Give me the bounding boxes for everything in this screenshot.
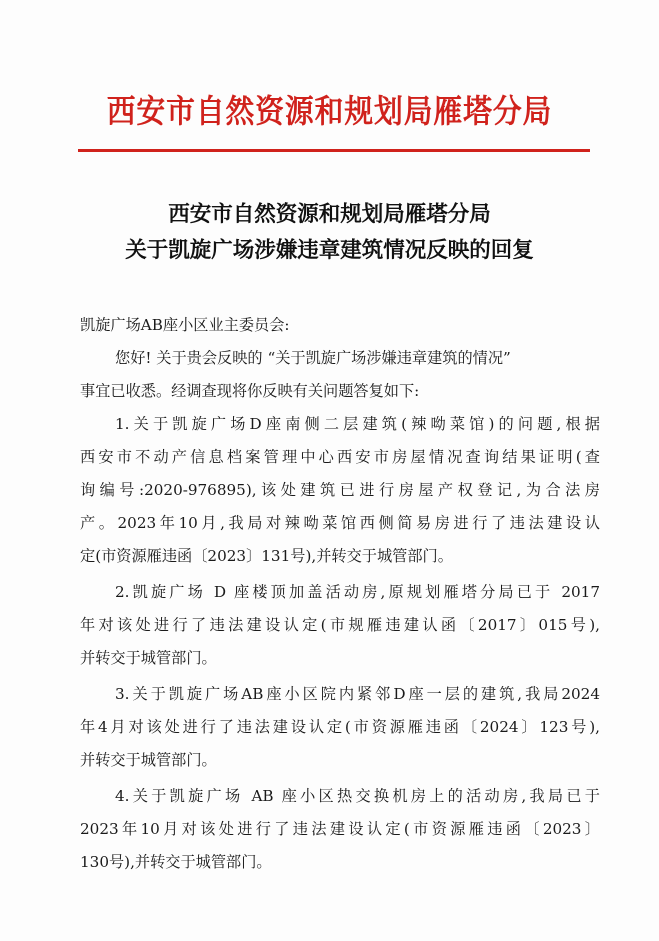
body-line: 定(市资源雁违函〔2023〕131号),并转交于城管部门。 (80, 547, 453, 565)
body-line: 1.关于凯旋广场D座南侧二层建筑(辣呦菜馆)的问题,根据 (115, 415, 600, 433)
body-line: 3.关于凯旋广场AB座小区院内紧邻D座一层的建筑,我局2024 (115, 685, 600, 703)
body-line: 4.关于凯旋广场 AB 座小区热交换机房上的活动房,我局已于 (115, 787, 600, 805)
body-line: 年4月对该处进行了违法建设认定(市资源雁违函〔2024〕123号), (80, 718, 600, 736)
body-line: 西安市不动产信息档案管理中心西安市房屋情况查询结果证明(查 (80, 448, 600, 466)
body-line: 2023年10月对该处进行了违法建设认定(市资源雁违函〔2023〕 (80, 820, 600, 838)
body-line: 产。2023年10月,我局对辣呦菜馆西侧简易房进行了违法建设认 (80, 514, 600, 532)
body-line: 事宜已收悉。经调查现将你反映有关问题答复如下: (80, 382, 420, 400)
letterhead-red-rule (78, 149, 590, 152)
body-line: 130号),并转交于城管部门。 (80, 853, 272, 871)
salutation: 凯旋广场AB座小区业主委员会: (80, 316, 290, 334)
document-title-line-1: 西安市自然资源和规划局雁塔分局 (168, 202, 491, 227)
letterhead-org-name: 西安市自然资源和规划局雁塔分局 (106, 92, 553, 130)
document-title-line-2: 关于凯旋广场涉嫌违章建筑情况反映的回复 (125, 238, 534, 263)
body-line: 询编号:2020-976895),该处建筑已进行房屋产权登记,为合法房 (80, 481, 600, 499)
body-line: 并转交于城管部门。 (80, 649, 217, 667)
body-line: 年对该处进行了违法建设认定(市规雁违建认函〔2017〕015号), (80, 616, 600, 634)
body-line: 并转交于城管部门。 (80, 751, 217, 769)
body-line: 您好! 关于贵会反映的 “关于凯旋广场涉嫌违章建筑的情况” (115, 349, 511, 367)
body-line: 2.凯旋广场 D 座楼顶加盖活动房,原规划雁塔分局已于 2017 (115, 583, 600, 601)
